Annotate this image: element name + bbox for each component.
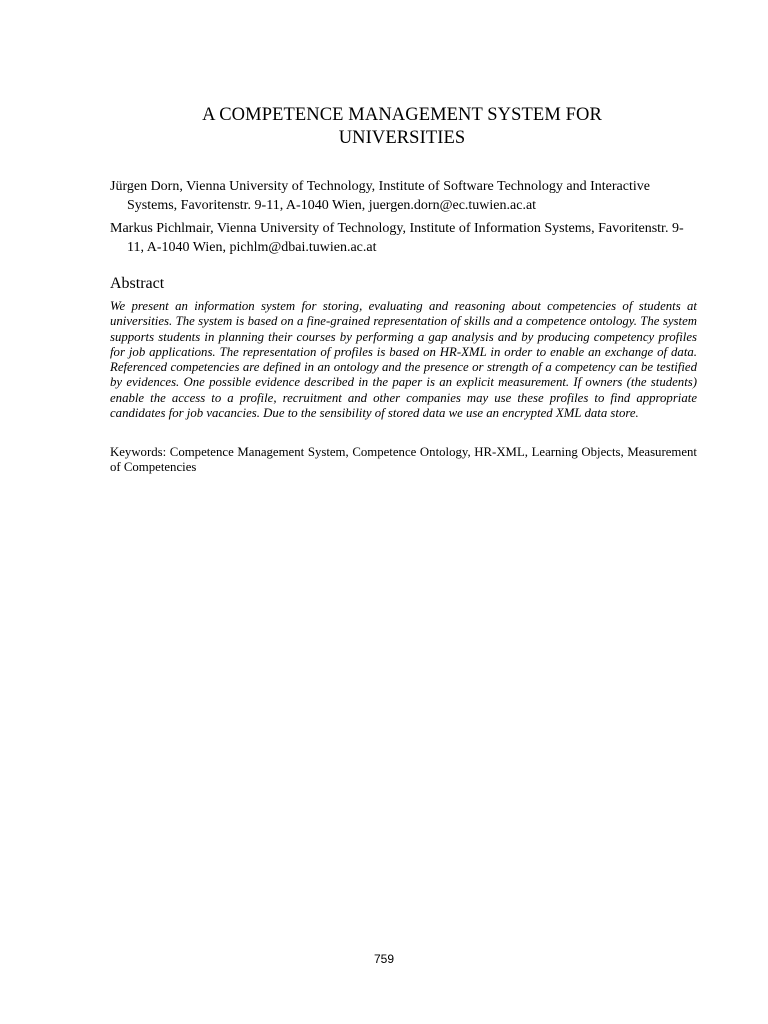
- keywords: Keywords: Competence Management System, Competence Ontology, HR-XML, Learning Objects, Measurement of Competencies: [110, 445, 697, 475]
- author-affiliation-1: Jürgen Dorn, Vienna University of Technology, Institute of Software Technology and Interactive Systems, Favoritenstr. 9-11, A-1040 Wien, juergen.dorn@ec.tuwien.ac.at: [110, 179, 650, 213]
- title-line-1: A COMPETENCE MANAGEMENT SYSTEM FOR: [202, 105, 602, 125]
- abstract-heading: Abstract: [110, 275, 165, 292]
- author-list: [110, 177, 700, 261]
- page-number: 759: [373, 952, 395, 966]
- author-affiliation-2: Markus Pichlmair, Vienna University of Technology, Institute of Information Systems, Favoritenstr. 9-11, A-1040 Wien, pichlm@dbai.tuwien.ac.at: [110, 221, 684, 255]
- title-line-2: UNIVERSITIES: [338, 128, 466, 148]
- paper-title: [110, 104, 694, 150]
- abstract-text: We present an information system for storing, evaluating and reasoning about competencies of students at universities. The system is based on a fine-grained representation of skills and a competence ontology. The system supports students in planning their courses by performing a gap analysis and by producing competency profiles for job applications. The representation of profiles is based on HR-XML in order to enable an exchange of data. Referenced competencies are defined in an ontology and the presence or strength of a competency can be testified by evidences. One possible evidence described in the paper is an explicit measurement. If owners (the students) enable the access to a profile, recruitment and other companies may use these profiles to find appropriate candidates for job vacancies. Due to the sensibility of stored data we use an encrypted XML data store.: [110, 299, 697, 421]
